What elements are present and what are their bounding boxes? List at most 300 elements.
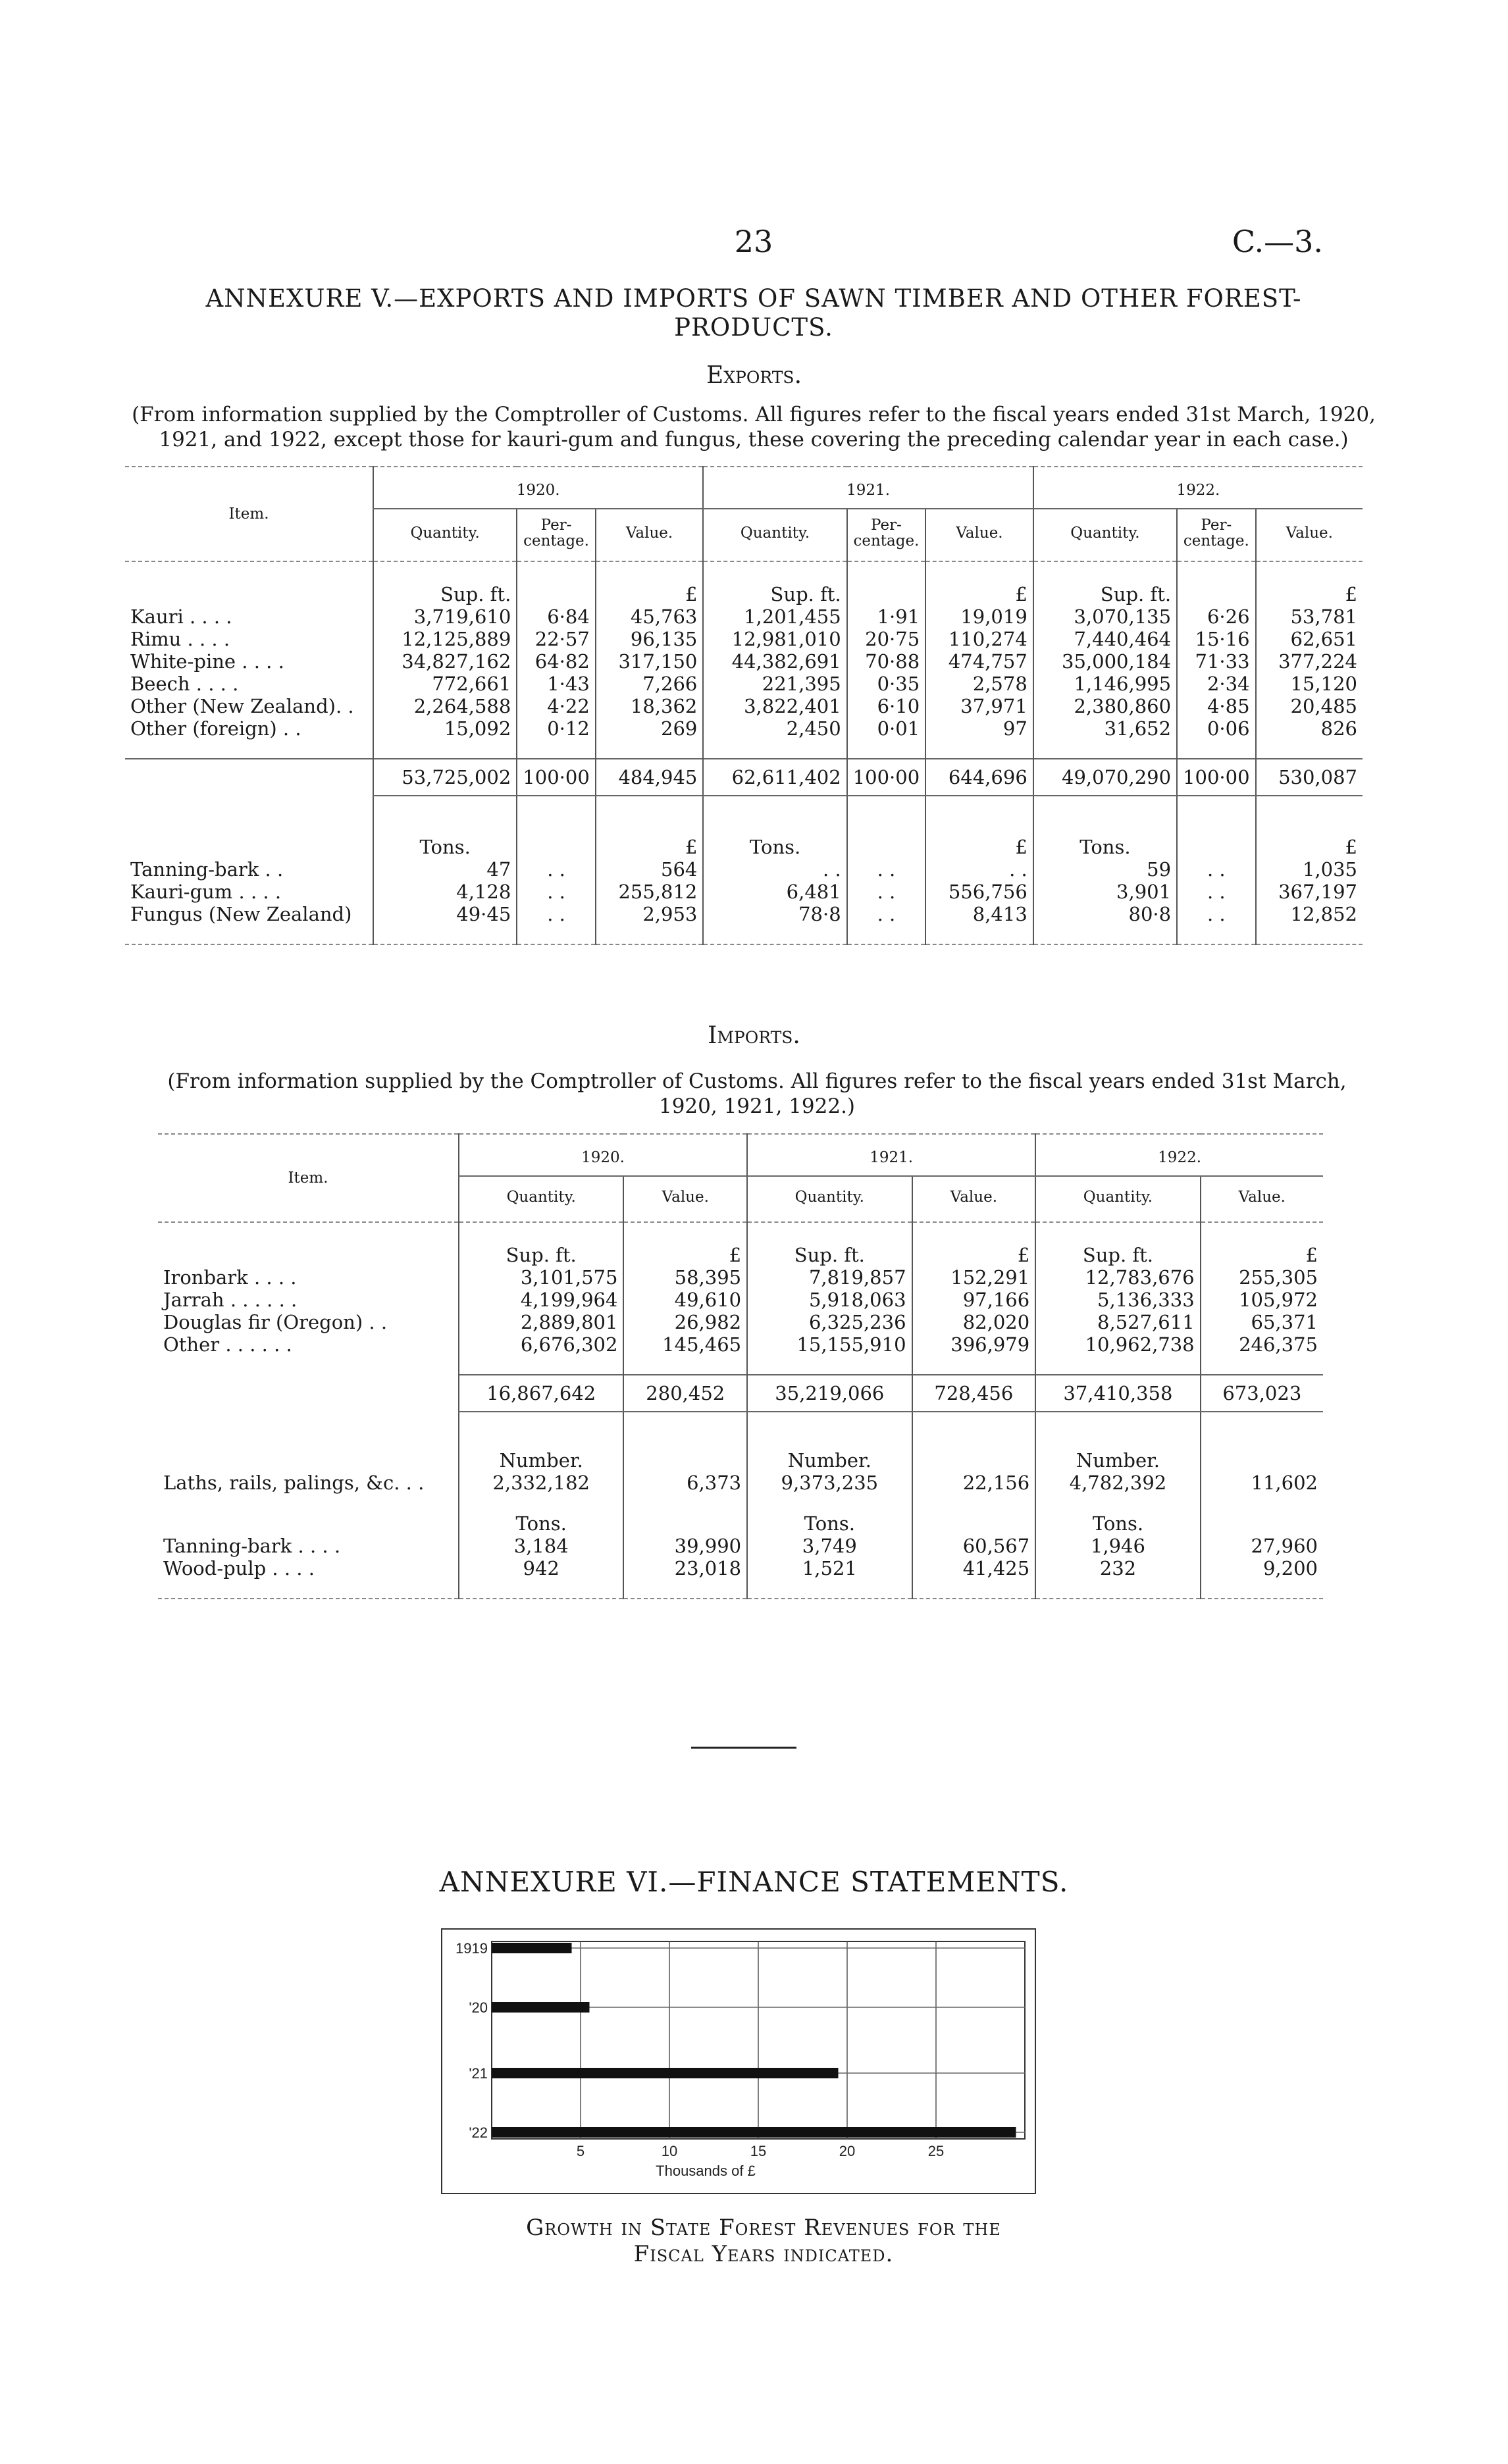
spacer-cell: [373, 815, 517, 833]
table-cell: . .: [1177, 858, 1255, 881]
spacer-cell: [1256, 925, 1363, 944]
spacer-cell: [517, 815, 595, 833]
spacer-cell: [1033, 815, 1177, 833]
unit-cell: Sup. ft.: [1033, 580, 1177, 605]
table-cell: 2,380,860: [1033, 695, 1177, 717]
row-label: [158, 1375, 459, 1412]
imports-year-1921: 1921.: [747, 1134, 1035, 1176]
spacer-cell: [1033, 740, 1177, 759]
table-cell: 12,783,676: [1035, 1266, 1200, 1289]
table-cell: 15,120: [1256, 673, 1363, 695]
spacer-cell: [912, 1356, 1036, 1375]
table-cell: 942: [459, 1557, 623, 1579]
chart-caption-line1: Growth in State Forest Revenues for the: [526, 2215, 1001, 2241]
table-cell: 12,852: [1256, 903, 1363, 925]
total-cell: 530,087: [1256, 759, 1363, 796]
row-label: Other (foreign) . .: [130, 717, 301, 740]
table-row: [125, 903, 1363, 925]
spacer-cell: [703, 740, 846, 759]
table-cell: . .: [925, 858, 1033, 881]
table-cell: 145,465: [623, 1333, 747, 1356]
unit-row: [158, 1512, 1323, 1535]
spacer-cell: [596, 740, 704, 759]
table-cell: 15·16: [1177, 628, 1255, 650]
spacer-row: [125, 925, 1363, 944]
spacer-cell: [596, 561, 704, 580]
spacer-row: [158, 1222, 1323, 1241]
spacer-cell: [459, 1494, 623, 1512]
spacer-cell: [596, 815, 704, 833]
table-cell: 4,128: [373, 881, 517, 903]
table-row: [158, 1535, 1323, 1557]
table-cell: 110,274: [925, 628, 1033, 650]
table-cell: 3,719,610: [373, 605, 517, 628]
table-cell: 3,070,135: [1033, 605, 1177, 628]
unit-cell: Sup. ft.: [1035, 1241, 1200, 1266]
unit-cell: Tons.: [1035, 1512, 1200, 1535]
table-cell: 47: [373, 858, 517, 881]
unit-cell: [847, 580, 925, 605]
total-cell: 100·00: [847, 759, 925, 796]
total-cell: 100·00: [1177, 759, 1255, 796]
table-cell: 9,200: [1201, 1557, 1323, 1579]
table-cell: 96,135: [596, 628, 704, 650]
unit-cell: £: [925, 833, 1033, 858]
total-cell: 16,867,642: [459, 1375, 623, 1412]
spacer-cell: [847, 925, 925, 944]
table-row: [125, 881, 1363, 903]
spacer-cell: [373, 796, 517, 815]
spacer-cell: [125, 561, 373, 580]
table-cell: 20,485: [1256, 695, 1363, 717]
row-label: [125, 759, 373, 796]
spacer-cell: [703, 815, 846, 833]
table-cell: 8,527,611: [1035, 1311, 1200, 1333]
spacer-cell: [1256, 740, 1363, 759]
table-cell: 232: [1035, 1557, 1200, 1579]
unit-cell: Number.: [1035, 1449, 1200, 1472]
x-tick-label: 25: [927, 2143, 945, 2159]
table-cell: 396,979: [912, 1333, 1036, 1356]
spacer-cell: [623, 1579, 747, 1599]
unit-cell: Number.: [747, 1449, 912, 1472]
table-cell: 60,567: [912, 1535, 1036, 1557]
spacer-cell: [1177, 815, 1255, 833]
spacer-row: [125, 815, 1363, 833]
row-label: Douglas fir (Oregon) . .: [163, 1311, 388, 1333]
table-cell: 317,150: [596, 650, 704, 673]
spacer-row: [158, 1579, 1323, 1599]
spacer-cell: [747, 1579, 912, 1599]
table-row: [158, 1311, 1323, 1333]
item-cell: [125, 580, 373, 605]
table-cell: 255,305: [1201, 1266, 1323, 1289]
total-cell: 49,070,290: [1033, 759, 1177, 796]
spacer-cell: [1033, 561, 1177, 580]
section-divider: [691, 1747, 796, 1749]
exports-table: [125, 466, 1363, 945]
table-cell: 53,781: [1256, 605, 1363, 628]
table-cell: 6,373: [623, 1472, 747, 1494]
spacer-cell: [1201, 1494, 1323, 1512]
unit-cell: £: [596, 833, 704, 858]
table-cell: 221,395: [703, 673, 846, 695]
unit-cell: £: [912, 1241, 1036, 1266]
x-tick-label: 20: [839, 2143, 856, 2159]
table-cell: 246,375: [1201, 1333, 1323, 1356]
table-cell: 3,101,575: [459, 1266, 623, 1289]
table-cell: 3,749: [747, 1535, 912, 1557]
table-row: [125, 673, 1363, 695]
col-value: Value.: [925, 509, 1033, 561]
table-cell: . .: [517, 903, 595, 925]
spacer-cell: [517, 925, 595, 944]
row-label: Fungus (New Zealand): [130, 903, 352, 925]
table-cell: 70·88: [847, 650, 925, 673]
imports-year-1920: 1920.: [459, 1134, 747, 1176]
table-cell: 7,266: [596, 673, 704, 695]
table-cell: 1·43: [517, 673, 595, 695]
table-cell: 80·8: [1033, 903, 1177, 925]
row-label: Laths, rails, palings, &c. . .: [163, 1472, 425, 1494]
table-cell: 4·22: [517, 695, 595, 717]
x-tick-label: 10: [661, 2143, 678, 2159]
spacer-cell: [703, 796, 846, 815]
table-cell: 10,962,738: [1035, 1333, 1200, 1356]
spacer-cell: [125, 796, 373, 815]
row-label: Tanning-bark . . . .: [163, 1535, 341, 1557]
spacer-cell: [912, 1222, 1036, 1241]
spacer-cell: [517, 796, 595, 815]
table-cell: 2,264,588: [373, 695, 517, 717]
table-cell: 7,440,464: [1033, 628, 1177, 650]
table-cell: 22·57: [517, 628, 595, 650]
col-quantity: Quantity.: [703, 509, 846, 561]
table-row: [125, 628, 1363, 650]
col-value: Value.: [912, 1176, 1036, 1222]
unit-cell: [1177, 833, 1255, 858]
item-cell: [158, 1241, 459, 1266]
spacer-cell: [747, 1412, 912, 1431]
annexure-v-title-line1: ANNEXURE V.—EXPORTS AND IMPORTS OF SAWN TIMBER AND OTHER FOREST-: [205, 284, 1302, 313]
spacer-cell: [1033, 796, 1177, 815]
table-cell: 7,819,857: [747, 1266, 912, 1289]
spacer-cell: [517, 740, 595, 759]
spacer-cell: [1035, 1412, 1200, 1431]
total-cell: 728,456: [912, 1375, 1036, 1412]
spacer-cell: [1035, 1431, 1200, 1449]
total-cell: 37,410,358: [1035, 1375, 1200, 1412]
item-cell: [158, 1449, 459, 1472]
exports-item-header: Item.: [228, 505, 269, 523]
spacer-cell: [703, 561, 846, 580]
unit-cell: £: [1201, 1241, 1323, 1266]
table-cell: 1,035: [1256, 858, 1363, 881]
spacer-cell: [747, 1494, 912, 1512]
table-cell: 62,651: [1256, 628, 1363, 650]
table-cell: 1,946: [1035, 1535, 1200, 1557]
col-value: Value.: [596, 509, 704, 561]
unit-cell: Tons.: [459, 1512, 623, 1535]
spacer-cell: [373, 561, 517, 580]
spacer-cell: [1033, 925, 1177, 944]
col-quantity: Quantity.: [459, 1176, 623, 1222]
table-row: [125, 605, 1363, 628]
revenue-chart: [442, 1930, 1035, 2193]
imports-note-line1: (From information supplied by the Comptroller of Customs. All figures refer to the fiscal years ended 31st March,: [167, 1069, 1347, 1093]
table-cell: . .: [1177, 881, 1255, 903]
x-axis-label: Thousands of £: [656, 2163, 756, 2179]
exports-year-1921: 1921.: [703, 467, 1033, 509]
unit-cell: Tons.: [373, 833, 517, 858]
spacer-cell: [459, 1431, 623, 1449]
table-cell: 2,450: [703, 717, 846, 740]
item-cell: [158, 1512, 459, 1535]
total-cell: 673,023: [1201, 1375, 1323, 1412]
table-cell: 35,000,184: [1033, 650, 1177, 673]
unit-cell: £: [1256, 580, 1363, 605]
table-cell: 152,291: [912, 1266, 1036, 1289]
table-cell: 1·91: [847, 605, 925, 628]
row-label: Kauri-gum . . . .: [130, 881, 282, 903]
table-cell: . .: [517, 858, 595, 881]
table-cell: 49,610: [623, 1289, 747, 1311]
unit-cell: Tons.: [703, 833, 846, 858]
totals-row: [158, 1375, 1323, 1412]
table-cell: 2,332,182: [459, 1472, 623, 1494]
table-cell: 3,822,401: [703, 695, 846, 717]
table-cell: . .: [517, 881, 595, 903]
table-cell: 0·06: [1177, 717, 1255, 740]
table-row: [158, 1472, 1323, 1494]
table-row: [125, 858, 1363, 881]
unit-cell: Tons.: [1033, 833, 1177, 858]
table-cell: 41,425: [912, 1557, 1036, 1579]
spacer-cell: [912, 1412, 1036, 1431]
table-cell: 3,184: [459, 1535, 623, 1557]
row-label: Tanning-bark . .: [130, 858, 284, 881]
table-cell: 45,763: [596, 605, 704, 628]
y-tick-label: '20: [469, 1999, 488, 2016]
table-cell: 49·45: [373, 903, 517, 925]
spacer-cell: [847, 561, 925, 580]
table-cell: 772,661: [373, 673, 517, 695]
table-cell: 18,362: [596, 695, 704, 717]
table-cell: 31,652: [1033, 717, 1177, 740]
row-label: Jarrah . . . . . .: [163, 1289, 298, 1311]
table-cell: 5,136,333: [1035, 1289, 1200, 1311]
exports-note-line1: (From information supplied by the Comptroller of Customs. All figures refer to the fiscal years ended 31st March, 1920,: [132, 403, 1376, 426]
spacer-row: [158, 1494, 1323, 1512]
table-cell: 255,812: [596, 881, 704, 903]
table-cell: 26,982: [623, 1311, 747, 1333]
unit-row: [158, 1241, 1323, 1266]
table-cell: 6·26: [1177, 605, 1255, 628]
unit-cell: [912, 1512, 1036, 1535]
spacer-cell: [596, 925, 704, 944]
table-cell: 58,395: [623, 1266, 747, 1289]
spacer-cell: [1035, 1356, 1200, 1375]
table-cell: 0·35: [847, 673, 925, 695]
spacer-cell: [925, 925, 1033, 944]
spacer-row: [158, 1356, 1323, 1375]
table-cell: 2,578: [925, 673, 1033, 695]
spacer-cell: [158, 1356, 459, 1375]
spacer-cell: [623, 1494, 747, 1512]
table-row: [158, 1266, 1323, 1289]
spacer-cell: [1035, 1494, 1200, 1512]
spacer-cell: [925, 740, 1033, 759]
annexure-vi-title: ANNEXURE VI.—FINANCE STATEMENTS.: [439, 1866, 1069, 1898]
item-cell: [125, 833, 373, 858]
page-number: 23: [734, 224, 773, 259]
spacer-cell: [158, 1494, 459, 1512]
table-cell: 97: [925, 717, 1033, 740]
spacer-cell: [1256, 796, 1363, 815]
table-cell: 71·33: [1177, 650, 1255, 673]
table-cell: 4·85: [1177, 695, 1255, 717]
table-cell: 474,757: [925, 650, 1033, 673]
row-label: Rimu . . . .: [130, 628, 230, 650]
row-label: White-pine . . . .: [130, 650, 284, 673]
unit-row: [158, 1449, 1323, 1472]
table-cell: 6·84: [517, 605, 595, 628]
spacer-cell: [596, 796, 704, 815]
unit-cell: Sup. ft.: [373, 580, 517, 605]
col-value: Value.: [1256, 509, 1363, 561]
table-cell: 37,971: [925, 695, 1033, 717]
chart-caption-line2: Fiscal Years indicated.: [633, 2241, 894, 2267]
col-percentage: Per-centage.: [847, 509, 925, 561]
row-label: Wood-pulp . . . .: [163, 1557, 315, 1579]
spacer-cell: [459, 1412, 623, 1431]
table-cell: 78·8: [703, 903, 846, 925]
table-cell: . .: [847, 858, 925, 881]
spacer-row: [158, 1431, 1323, 1449]
table-cell: 564: [596, 858, 704, 881]
spacer-cell: [373, 925, 517, 944]
table-cell: 23,018: [623, 1557, 747, 1579]
exports-heading: Exports.: [706, 362, 802, 389]
spacer-cell: [925, 815, 1033, 833]
col-value: Value.: [1201, 1176, 1323, 1222]
table-cell: 826: [1256, 717, 1363, 740]
y-tick-label: '22: [469, 2124, 488, 2141]
spacer-cell: [747, 1431, 912, 1449]
unit-cell: [847, 833, 925, 858]
spacer-cell: [1256, 561, 1363, 580]
col-value: Value.: [623, 1176, 747, 1222]
total-cell: 35,219,066: [747, 1375, 912, 1412]
spacer-cell: [1035, 1579, 1200, 1599]
col-percentage: Per-centage.: [517, 509, 595, 561]
row-label: Kauri . . . .: [130, 605, 232, 628]
table-cell: . .: [703, 858, 846, 881]
spacer-cell: [1256, 815, 1363, 833]
table-cell: 34,827,162: [373, 650, 517, 673]
exports-note-line2: 1921, and 1922, except those for kauri-gum and fungus, these covering the preceding calendar year in each case.): [159, 428, 1349, 451]
annexure-v-title-line2: PRODUCTS.: [674, 313, 833, 342]
spacer-cell: [1201, 1431, 1323, 1449]
unit-cell: [1177, 580, 1255, 605]
unit-cell: Sup. ft.: [747, 1241, 912, 1266]
row-label: Other (New Zealand). .: [130, 695, 354, 717]
unit-cell: Sup. ft.: [703, 580, 846, 605]
table-cell: 5,918,063: [747, 1289, 912, 1311]
table-cell: 20·75: [847, 628, 925, 650]
total-cell: 280,452: [623, 1375, 747, 1412]
unit-cell: £: [623, 1241, 747, 1266]
table-cell: 269: [596, 717, 704, 740]
table-row: [158, 1333, 1323, 1356]
table-cell: 8,413: [925, 903, 1033, 925]
table-cell: 44,382,691: [703, 650, 846, 673]
spacer-cell: [623, 1356, 747, 1375]
x-tick-label: 5: [576, 2143, 585, 2159]
table-cell: 12,981,010: [703, 628, 846, 650]
imports-heading: Imports.: [708, 1022, 800, 1049]
spacer-cell: [1177, 740, 1255, 759]
col-quantity: Quantity.: [747, 1176, 912, 1222]
table-cell: 15,092: [373, 717, 517, 740]
table-cell: 65,371: [1201, 1311, 1323, 1333]
spacer-cell: [158, 1222, 459, 1241]
unit-cell: Sup. ft.: [459, 1241, 623, 1266]
exports-year-1920: 1920.: [373, 467, 703, 509]
spacer-cell: [158, 1431, 459, 1449]
exports-year-1922: 1922.: [1033, 467, 1363, 509]
table-cell: 2·34: [1177, 673, 1255, 695]
table-cell: 59: [1033, 858, 1177, 881]
unit-cell: £: [925, 580, 1033, 605]
table-cell: 377,224: [1256, 650, 1363, 673]
revenue-bar: [492, 1943, 572, 1953]
table-cell: 367,197: [1256, 881, 1363, 903]
spacer-cell: [517, 561, 595, 580]
spacer-cell: [747, 1356, 912, 1375]
y-tick-label: 1919: [455, 1940, 488, 1957]
spacer-cell: [373, 740, 517, 759]
col-quantity: Quantity.: [1033, 509, 1177, 561]
spacer-cell: [125, 815, 373, 833]
spacer-cell: [1177, 796, 1255, 815]
table-cell: 39,990: [623, 1535, 747, 1557]
table-cell: 2,889,801: [459, 1311, 623, 1333]
spacer-cell: [1201, 1356, 1323, 1375]
table-cell: 556,756: [925, 881, 1033, 903]
unit-cell: [623, 1449, 747, 1472]
unit-cell: [1201, 1449, 1323, 1472]
col-quantity: Quantity.: [373, 509, 517, 561]
spacer-cell: [703, 925, 846, 944]
table-row: [125, 717, 1363, 740]
col-percentage: Per-centage.: [1177, 509, 1255, 561]
table-cell: . .: [847, 881, 925, 903]
table-cell: 0·01: [847, 717, 925, 740]
spacer-cell: [912, 1494, 1036, 1512]
document-reference: C.—3.: [1232, 224, 1323, 259]
spacer-cell: [459, 1579, 623, 1599]
total-cell: 644,696: [925, 759, 1033, 796]
spacer-row: [125, 740, 1363, 759]
table-cell: 3,901: [1033, 881, 1177, 903]
spacer-cell: [158, 1412, 459, 1431]
table-cell: 6,325,236: [747, 1311, 912, 1333]
table-cell: 15,155,910: [747, 1333, 912, 1356]
revenue-bar: [492, 2002, 590, 2013]
unit-cell: Tons.: [747, 1512, 912, 1535]
table-cell: 1,146,995: [1033, 673, 1177, 695]
